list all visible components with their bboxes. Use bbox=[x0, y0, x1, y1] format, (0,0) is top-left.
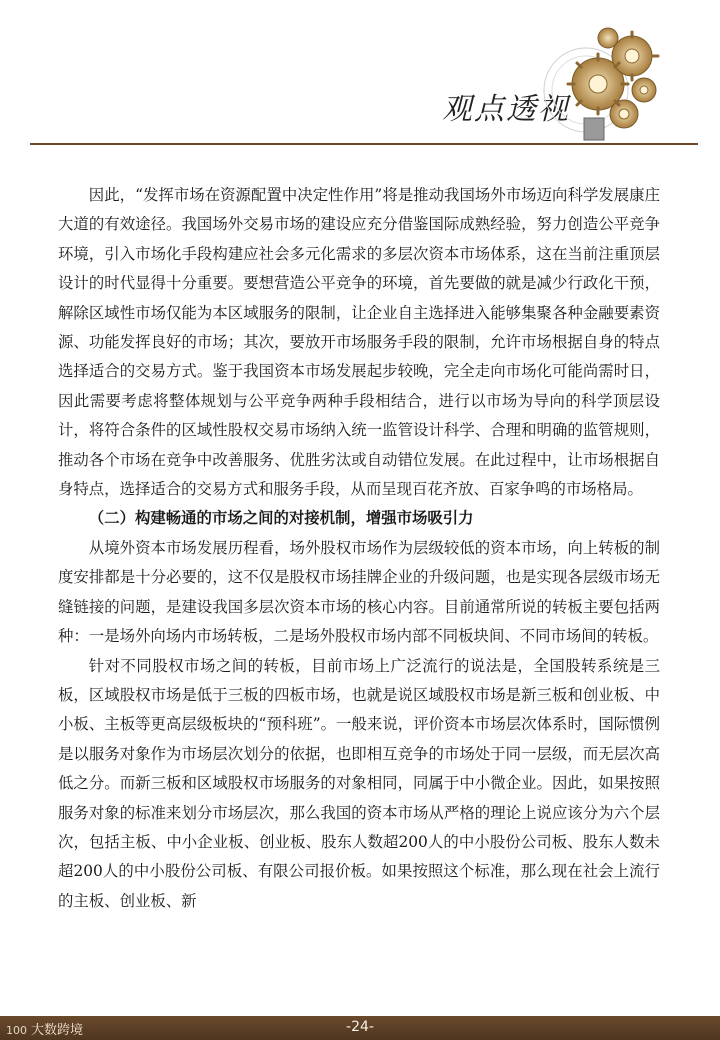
page-footer bbox=[0, 1016, 720, 1040]
paragraph-1: 因此，“发挥市场在资源配置中决定性作用”将是推动我国场外市场迈向科学发展康庄大道的有效途径。我国场外交易市场的建设应充分借鉴国际成熟经验，努力创造公平竞争环境，引入市场化手段构建应社会多元化需求的多层次资本市场体系，这在当前注重顶层设计的时代显得十分重要。要想营造公平竞争的环境，首先要做的就是减少行政化干预，解除区域性市场仅能为本区域服务的限制，让企业自主选择进入能够集聚各种金融要素资源、功能发挥良好的市场；其次，要放开市场服务手段的限制，允许市场根据自身的特点选择适合的交易方式。鉴于我国资本市场发展起步较晚，完全走向市场化可能尚需时日，因此需要考虑将整体规划与公平竞争两种手段相结合，进行以市场为导向的科学顶层设计，将符合条件的区域性股权交易市场纳入统一监管设计科学、合理和明确的监管规则，推动各个市场在竞争中改善服务、优胜劣汰或自动错位发展。在此过程中，让市场根据自身特点，选择适合的交易方式和服务手段，从而呈现百花齐放、百家争鸣的市场格局。 bbox=[58, 186, 660, 499]
logo-mark-icon: 100 bbox=[6, 1024, 27, 1037]
page-number: -24- bbox=[346, 1019, 374, 1035]
paragraph-2: 从境外资本市场发展历程看，场外股权市场作为层级较低的资本市场，向上转板的制度安排都是十分必要的，这不仅是股权市场挂牌企业的升级问题，也是实现各层级市场无缝链接的问题，是建设我国多层次资本市场的核心内容。目前通常所说的转板主要包括两种：一是场外向场内市场转板，二是场外股权市场内部不同板块间、不同市场间的转板。 bbox=[58, 538, 660, 646]
article-body bbox=[58, 181, 660, 916]
header-rule bbox=[30, 143, 698, 145]
subheading: （二）构建畅通的市场之间的对接机制，增强市场吸引力 bbox=[88, 509, 474, 528]
page-header bbox=[0, 0, 720, 150]
section-title: 观点透视 bbox=[442, 92, 570, 127]
footer-logo bbox=[6, 1019, 83, 1038]
paragraph-3: 针对不同股权市场之间的转板，目前市场上广泛流行的说法是，全国股转系统是三板，区域股权市场是低于三板的四板市场，也就是说区域股权市场是新三板和创业板、中小板、主板等更高层级板块的“预科班”。一般来说，评价资本市场层次体系时，国际惯例是以服务对象作为市场层次划分的依据，也即相互竞争的市场处于同一层级，而无层次高低之分。而新三板和区域股权市场服务的对象相同，同属于中小微企业。因此，如果按照服务对象的标准来划分市场层次，那么我国的资本市场从严格的理论上说应该分为六个层次，包括主板、中小企业板、创业板、股东人数超200人的中小股份公司板、股东人数未超200人的中小股份公司板、有限公司报价板。如果按照这个标准，那么现在社会上流行的主板、创业板、新 bbox=[58, 656, 660, 910]
logo-text: 大数跨境 bbox=[31, 1023, 84, 1038]
gears-illustration-icon bbox=[540, 18, 670, 143]
